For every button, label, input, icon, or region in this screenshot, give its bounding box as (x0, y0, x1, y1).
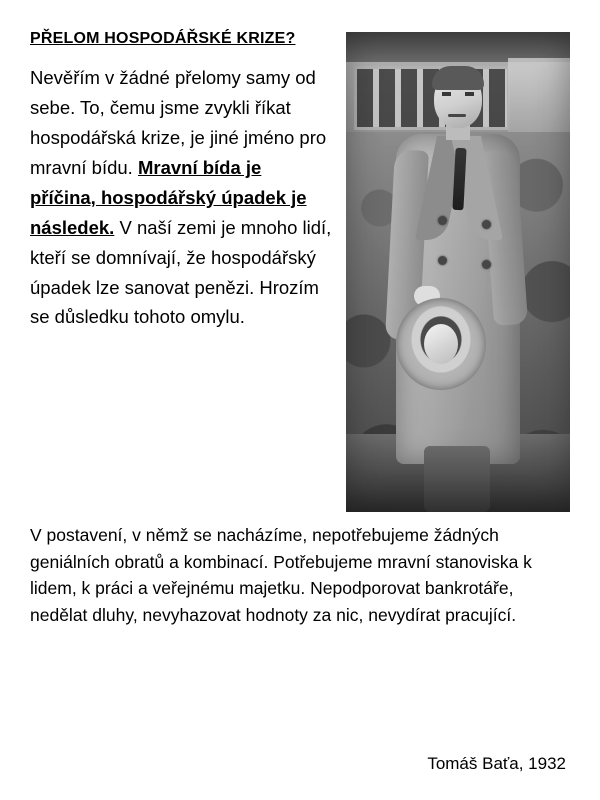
page-title: PŘELOM HOSPODÁŘSKÉ KRIZE? (30, 30, 296, 47)
quote-paragraph2: V postavení, v němž se nacházíme, nepotřebujeme žádných geniálních obratů a kombinací. Potřebujeme mravní stanoviska k lidem, k práci a veřejnému majetku. Nepodporovat bankrotáře, nedělat dluhy, nevyhazovat hodnoty za nic, nevydírat pracující. (30, 525, 532, 625)
quote-lead-plain: Nevěřím v žádné přelomy samy od sebe. To, čemu jsme zvykli říkat hospodářská krize, je jiné jméno pro mravní bídu. (30, 66, 327, 178)
portrait-photo (346, 32, 570, 512)
hair (432, 66, 484, 90)
coat-button (482, 220, 491, 229)
signature: Tomáš Baťa, 1932 (427, 754, 566, 773)
mouth (448, 114, 466, 117)
coat-button (438, 216, 447, 225)
quote-paragraph1-rest: V naší zemi je mnoho lidí, kteří se domnívají, že hospodářský úpadek lze sanovat penězi. Hrozím se důsledku tohoto omylu. (30, 216, 332, 328)
trousers (424, 446, 490, 512)
man-figure (390, 70, 526, 512)
felt-hat (396, 298, 486, 390)
coat-button (482, 260, 491, 269)
eyes (442, 92, 474, 96)
coat-button (438, 256, 447, 265)
quote-lead-emphasis: Mravní bída je příčina, hospodářský úpadek je následek. (30, 156, 307, 238)
